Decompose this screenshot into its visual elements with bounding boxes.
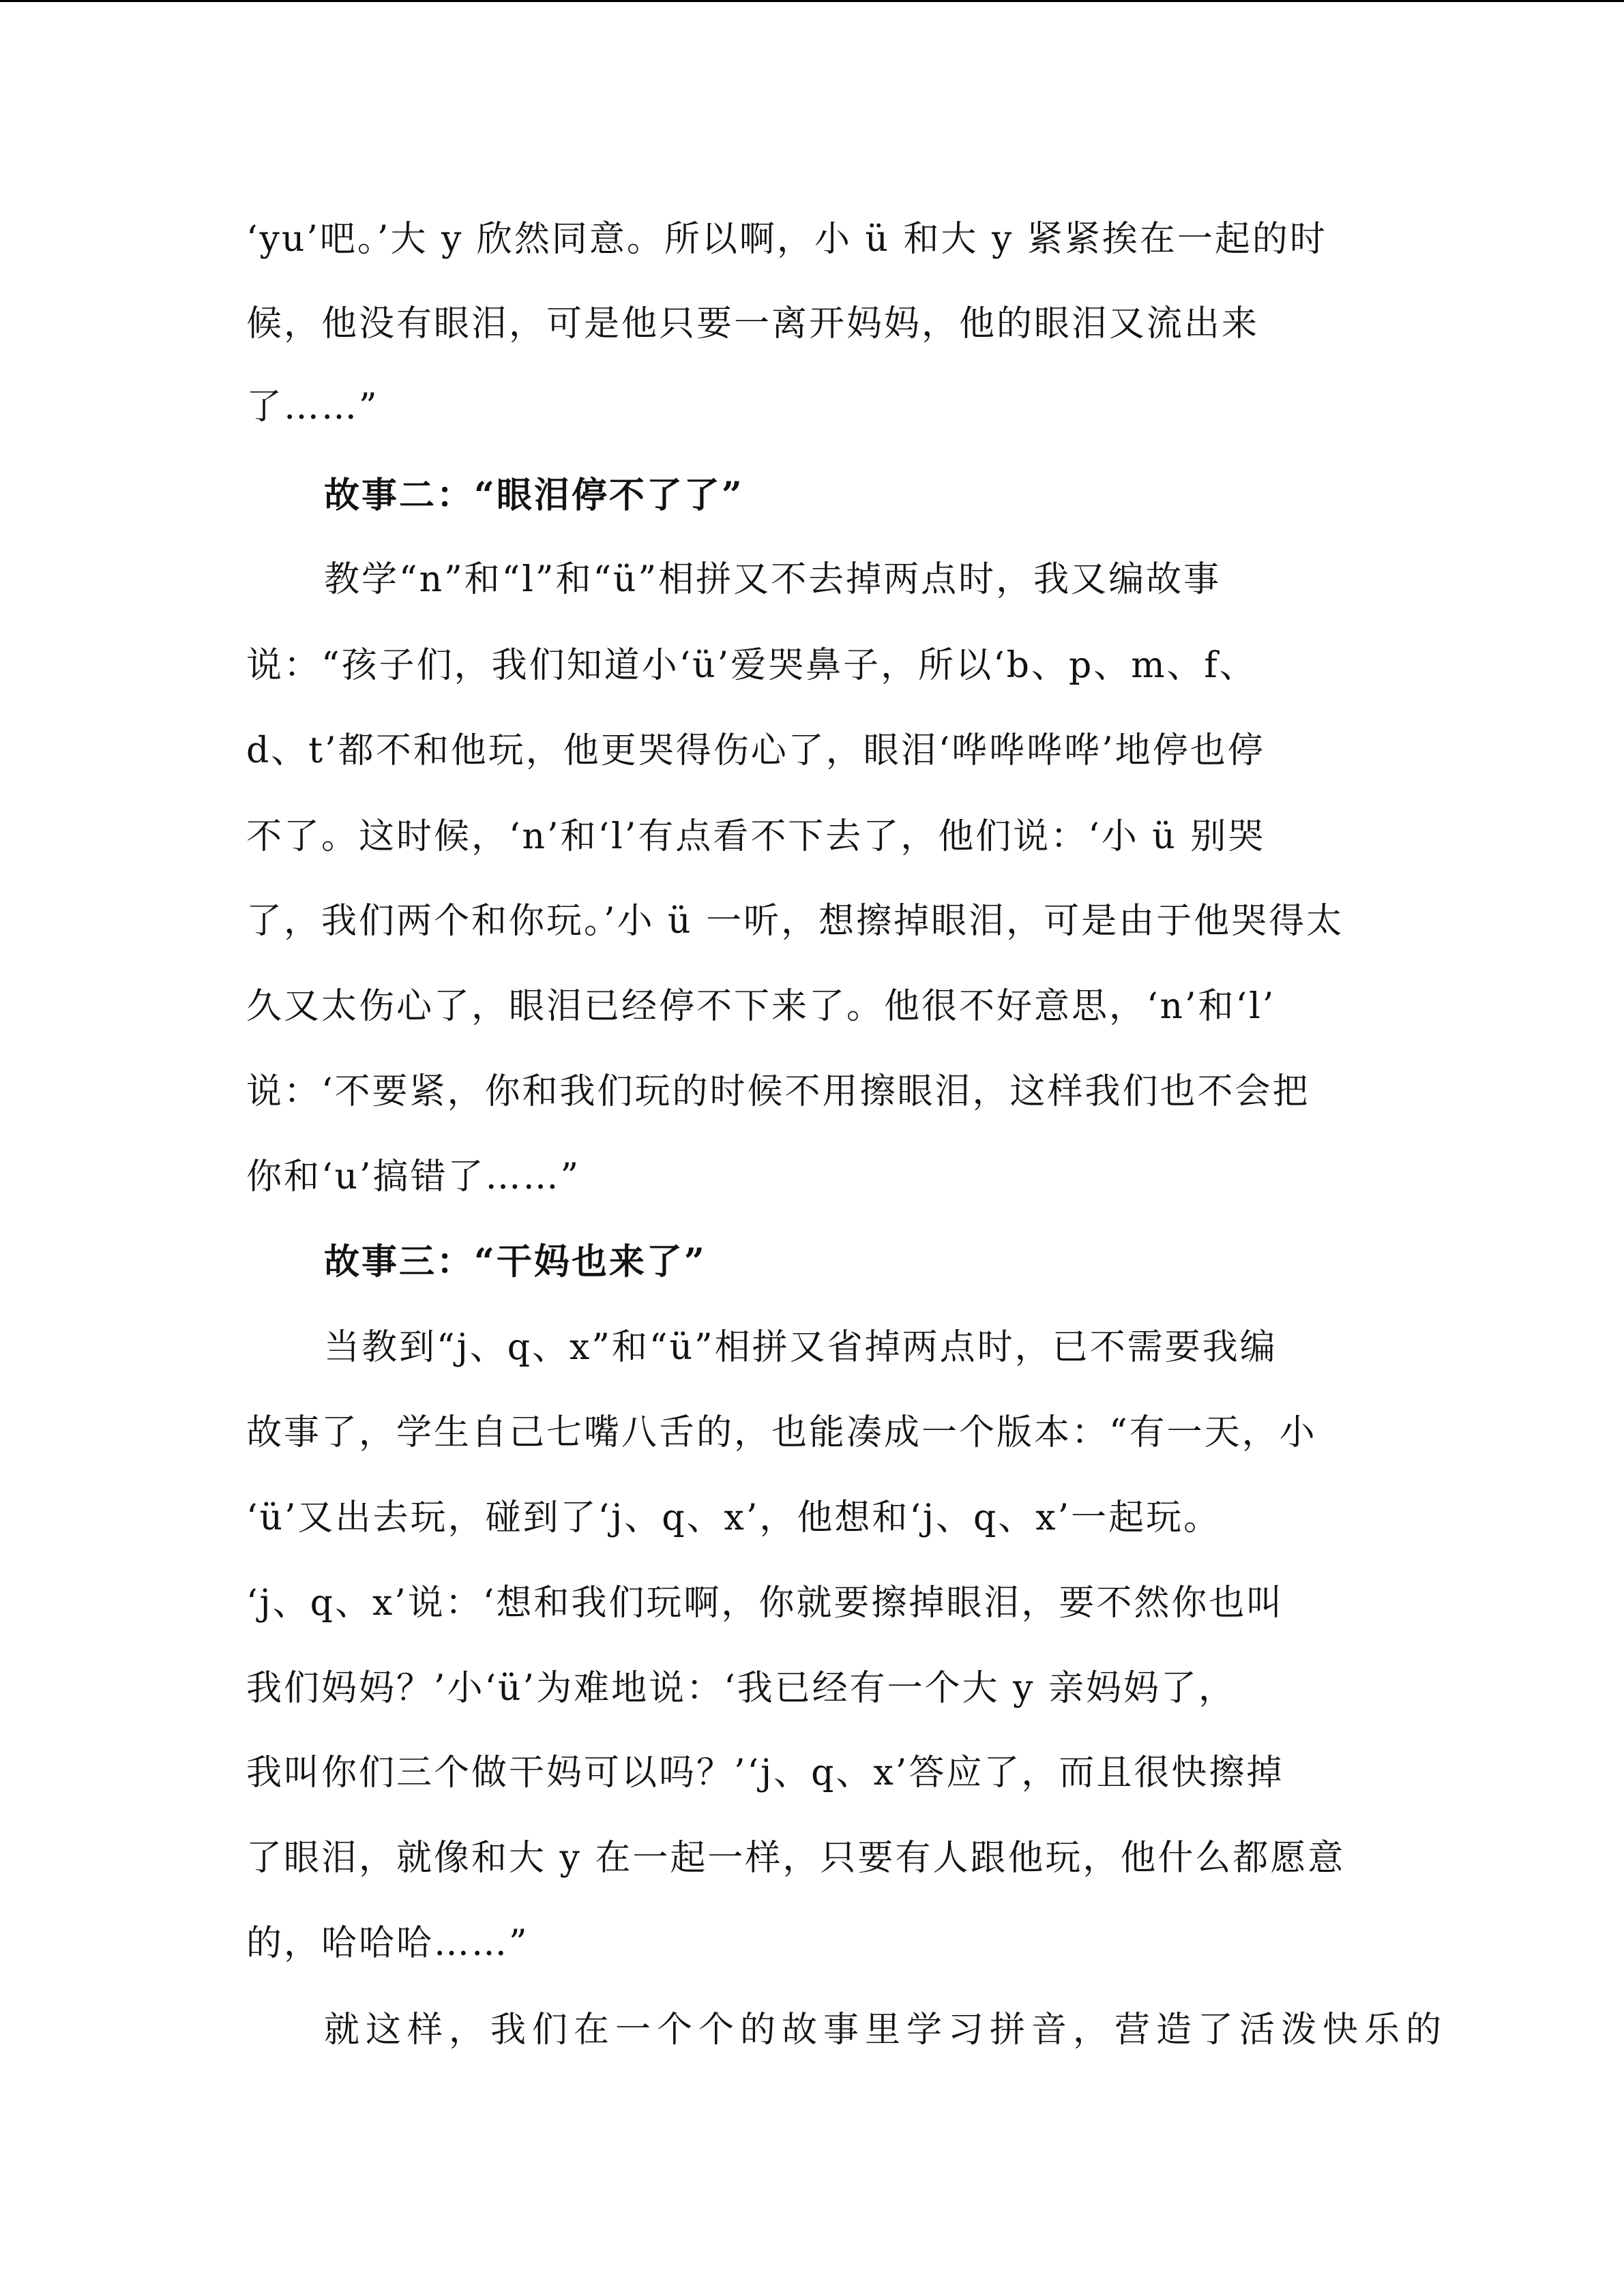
- story-heading-3: 故事三：“干妈也来了”: [324, 1241, 707, 1283]
- text-line: 就这样，我们在一个个的故事里学习拼音，营造了活泼快乐的: [324, 2010, 1448, 2051]
- text-line: 了……”: [246, 387, 379, 428]
- story-heading-2: 故事二：“眼泪停不了了”: [324, 475, 744, 516]
- text-line: 久又太伤心了，眼泪已经停不下来了。他很不好意思，‘n’和‘l’: [246, 986, 1276, 1027]
- text-line: 我们妈妈？’小‘ü’为难地说：‘我已经有一个大 y 亲妈妈了，: [246, 1668, 1237, 1709]
- text-line: 我叫你们三个做干妈可以吗？’‘j、q、x’答应了，而且很快擦掉: [246, 1753, 1284, 1793]
- text-line: 故事了，学生自己七嘴八舌的，也能凑成一个版本：“有一天，小: [246, 1412, 1317, 1453]
- page-top-border: [0, 0, 1624, 2]
- text-line: 了，我们两个和你玩。’小 ü 一听，想擦掉眼泪，可是由于他哭得太: [246, 901, 1344, 942]
- text-line: 说：“孩子们，我们知道小‘ü’爱哭鼻子，所以‘b、p、m、f、: [246, 645, 1257, 686]
- text-line: 说：‘不要紧，你和我们玩的时候不用擦眼泪，这样我们也不会把: [246, 1071, 1310, 1112]
- text-line: d、t’都不和他玩，他更哭得伤心了，眼泪‘哗哗哗哗’地停也停: [246, 730, 1265, 771]
- text-line: 的，哈哈哈……”: [246, 1923, 529, 1964]
- text-line: 当教到“j、q、x”和“ü”相拼又省掉两点时，已不需要我编: [324, 1327, 1278, 1368]
- text-line: 你和‘u’搞错了……”: [246, 1157, 581, 1197]
- text-line: 教学“n”和“l”和“ü”相拼又不去掉两点时，我又编故事: [324, 559, 1222, 600]
- text-line: 候，他没有眼泪，可是他只要一离开妈妈，他的眼泪又流出来: [246, 303, 1260, 344]
- text-line: ‘j、q、x’说：‘想和我们玩啊，你就要擦掉眼泪，要不然你也叫: [246, 1583, 1284, 1624]
- text-line: ‘yu’吧。’大 y 欣然同意。所以啊，小 ü 和大 y 紧紧挨在一起的时: [246, 219, 1327, 260]
- text-line: 了眼泪，就像和大 y 在一起一样，只要有人跟他玩，他什么都愿意: [246, 1838, 1346, 1879]
- text-line: ‘ü’又出去玩，碰到了‘j、q、x’，他想和‘j、q、x’一起玩。: [246, 1497, 1222, 1538]
- text-line: 不了。这时候，‘n’和‘l’有点看不下去了，他们说：‘小 ü 别哭: [246, 816, 1266, 857]
